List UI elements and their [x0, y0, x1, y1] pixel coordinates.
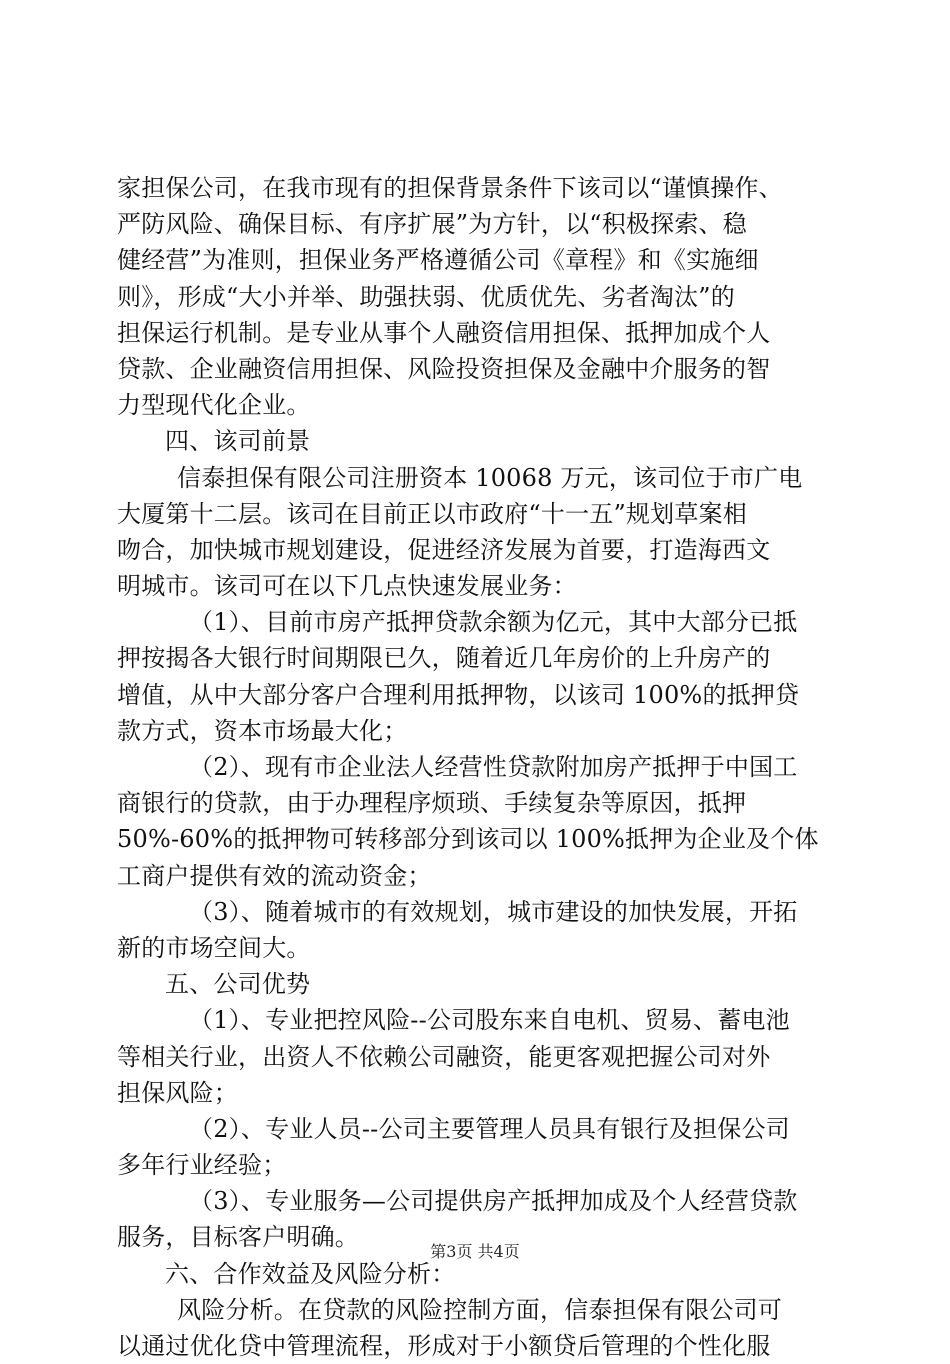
text-line: 明城市。该司可在以下几点快速发展业务： [117, 572, 577, 601]
text-line: 等相关行业，出资人不依赖公司融资，能更客观把握公司对外 [117, 1042, 771, 1071]
text-line: 商银行的贷款，由于办理程序烦琐、手续复杂等原因，抵押 [117, 789, 747, 818]
text-line: 贷款、企业融资信用担保、风险投资担保及金融中介服务的智 [117, 354, 771, 383]
text-line: 则》，形成“大小并举、助强扶弱、优质优先、劣者淘汰”的 [117, 282, 735, 311]
text-line: 服务，目标客户明确。 [117, 1223, 359, 1252]
text-line: （3）、专业服务—公司提供房产抵押加成及个人经营贷款 [189, 1187, 798, 1216]
section-heading: 五、公司优势 [165, 970, 311, 999]
body-text [117, 170, 833, 1364]
section-heading: 六、合作效益及风险分析： [165, 1259, 456, 1288]
text-line: 担保风险； [117, 1078, 238, 1107]
text-line: 新的市场空间大。 [117, 933, 311, 962]
text-line: 以通过优化贷中管理流程，形成对于小额贷后管理的个性化服 [117, 1332, 771, 1360]
text-line: 押按揭各大银行时间期限已久，随着近几年房价的上升房产的 [117, 644, 771, 673]
text-line: 吻合，加快城市规划建设，促进经济发展为首要，打造海西文 [117, 535, 771, 564]
text-line: （1）、目前市房产抵押贷款余额为亿元，其中大部分已抵 [189, 608, 798, 637]
text-line: 健经营”为准则，担保业务严格遵循公司《章程》和《实施细 [117, 246, 759, 275]
text-line: 50%-60%的抵押物可转移部分到该司以 100%抵押为企业及个体 [117, 825, 819, 854]
text-line: 增值，从中大部分客户合理利用抵押物，以该司 100%的抵押贷 [117, 680, 800, 709]
text-line: 多年行业经验； [117, 1151, 287, 1180]
text-line: （1）、专业把控风险--公司股东来自电机、贸易、蓄电池 [189, 1006, 790, 1035]
text-line: 款方式，资本市场最大化； [117, 716, 408, 745]
text-line: 大厦第十二层。该司在目前正以市政府“十一五”规划草案相 [117, 499, 747, 528]
text-line: 家担保公司，在我市现有的担保背景条件下该司以“谨慎操作、 [117, 174, 783, 202]
text-line: 信泰担保有限公司注册资本 10068 万元，该司位于市广电 [177, 463, 803, 492]
text-line: （2）、现有市企业法人经营性贷款附加房产抵押于中国工 [189, 753, 798, 781]
text-line: 严防风险、确保目标、有序扩展”为方针，以“积极探索、稳 [117, 210, 747, 239]
text-line: 工商户提供有效的流动资金； [117, 861, 432, 890]
text-line: 风险分析。在贷款的风险控制方面，信泰担保有限公司可 [177, 1295, 782, 1324]
text-line: （2）、专业人员--公司主要管理人员具有银行及担保公司 [189, 1114, 790, 1143]
text-line: （3）、随着城市的有效规划，城市建设的加快发展，开拓 [189, 897, 798, 926]
section-heading: 四、该司前景 [165, 427, 311, 456]
text-line: 力型现代化企业。 [117, 391, 311, 420]
page-footer: 第3页 共4页 [430, 1242, 520, 1261]
text-line: 担保运行机制。是专业从事个人融资信用担保、抵押加成个人 [117, 318, 771, 347]
